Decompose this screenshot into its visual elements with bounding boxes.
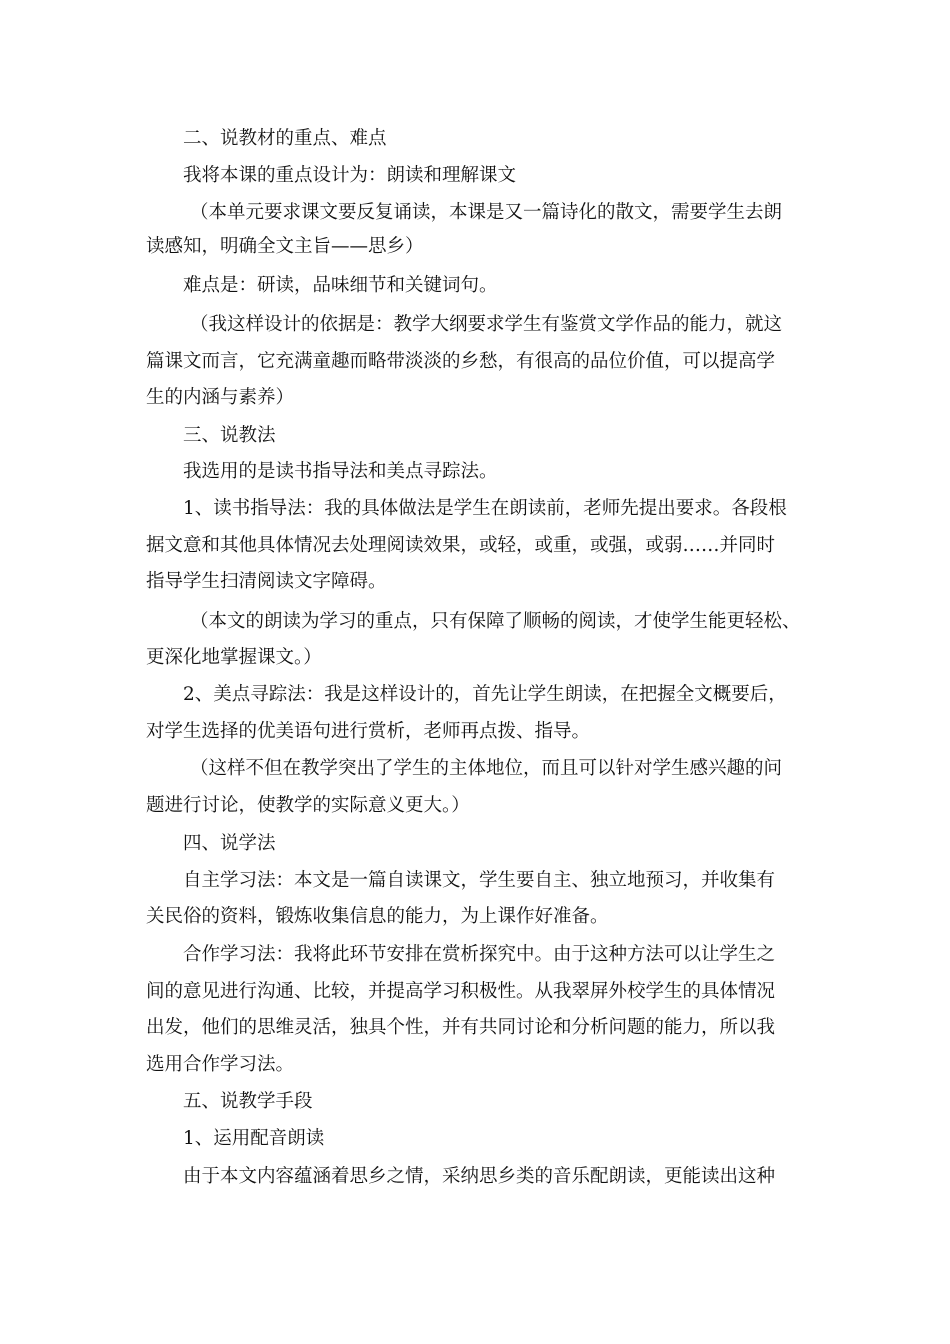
paragraph-line: （这样不但在教学突出了学生的主体地位，而且可以针对学生感兴趣的问	[190, 758, 783, 779]
section-heading-2: 二、说教材的重点、难点	[183, 128, 387, 149]
paragraph-line: 我将本课的重点设计为：朗读和理解课文	[183, 165, 517, 186]
paragraph-line: 更深化地掌握课文。）	[146, 647, 322, 668]
paragraph-line: 合作学习法：我将此环节安排在赏析探究中。由于这种方法可以让学生之	[183, 944, 776, 965]
paragraph-line: 1、读书指导法：我的具体做法是学生在朗读前，老师先提出要求。各段根	[183, 498, 787, 519]
paragraph-line: 指导学生扫清阅读文字障碍。	[146, 571, 387, 592]
paragraph-line: 读感知，明确全文主旨——思乡）	[146, 236, 424, 257]
paragraph-line: 间的意见进行沟通、比较，并提高学习积极性。从我翠屏外校学生的具体情况	[146, 981, 776, 1002]
paragraph-line: 据文意和其他具体情况去处理阅读效果，或轻，或重，或强，或弱……并同时	[146, 535, 776, 556]
paragraph-line: （本文的朗读为学习的重点，只有保障了顺畅的阅读，才使学生能更轻松、	[190, 611, 801, 632]
paragraph-line: 1、运用配音朗读	[183, 1128, 325, 1149]
paragraph-line: 生的内涵与素养）	[146, 387, 295, 408]
paragraph-line: （本单元要求课文要反复诵读，本课是又一篇诗化的散文，需要学生去朗	[190, 202, 783, 223]
paragraph-line: 我选用的是读书指导法和美点寻踪法。	[183, 461, 498, 482]
section-heading-4: 四、说学法	[183, 833, 276, 854]
paragraph-line: 篇课文而言，它充满童趣而略带淡淡的乡愁，有很高的品位价值，可以提高学	[146, 351, 776, 372]
paragraph-line: 由于本文内容蕴涵着思乡之情，采纳思乡类的音乐配朗读，更能读出这种	[183, 1166, 776, 1187]
paragraph-line: 2、美点寻踪法：我是这样设计的，首先让学生朗读，在把握全文概要后，	[183, 684, 787, 705]
paragraph-line: 出发，他们的思维灵活，独具个性，并有共同讨论和分析问题的能力，所以我	[146, 1017, 776, 1038]
paragraph-line: 自主学习法：本文是一篇自读课文，学生要自主、独立地预习，并收集有	[183, 870, 776, 891]
paragraph-line: 题进行讨论，使教学的实际意义更大。）	[146, 795, 470, 816]
paragraph-line: （我这样设计的依据是：教学大纲要求学生有鉴赏文学作品的能力，就这	[190, 314, 783, 335]
section-heading-3: 三、说教法	[183, 425, 276, 446]
paragraph-line: 选用合作学习法。	[146, 1054, 295, 1075]
section-heading-5: 五、说教学手段	[183, 1091, 313, 1112]
paragraph-line: 难点是：研读，品味细节和关键词句。	[183, 275, 498, 296]
paragraph-line: 关民俗的资料，锻炼收集信息的能力，为上课作好准备。	[146, 906, 609, 927]
paragraph-line: 对学生选择的优美语句进行赏析，老师再点拨、指导。	[146, 721, 591, 742]
